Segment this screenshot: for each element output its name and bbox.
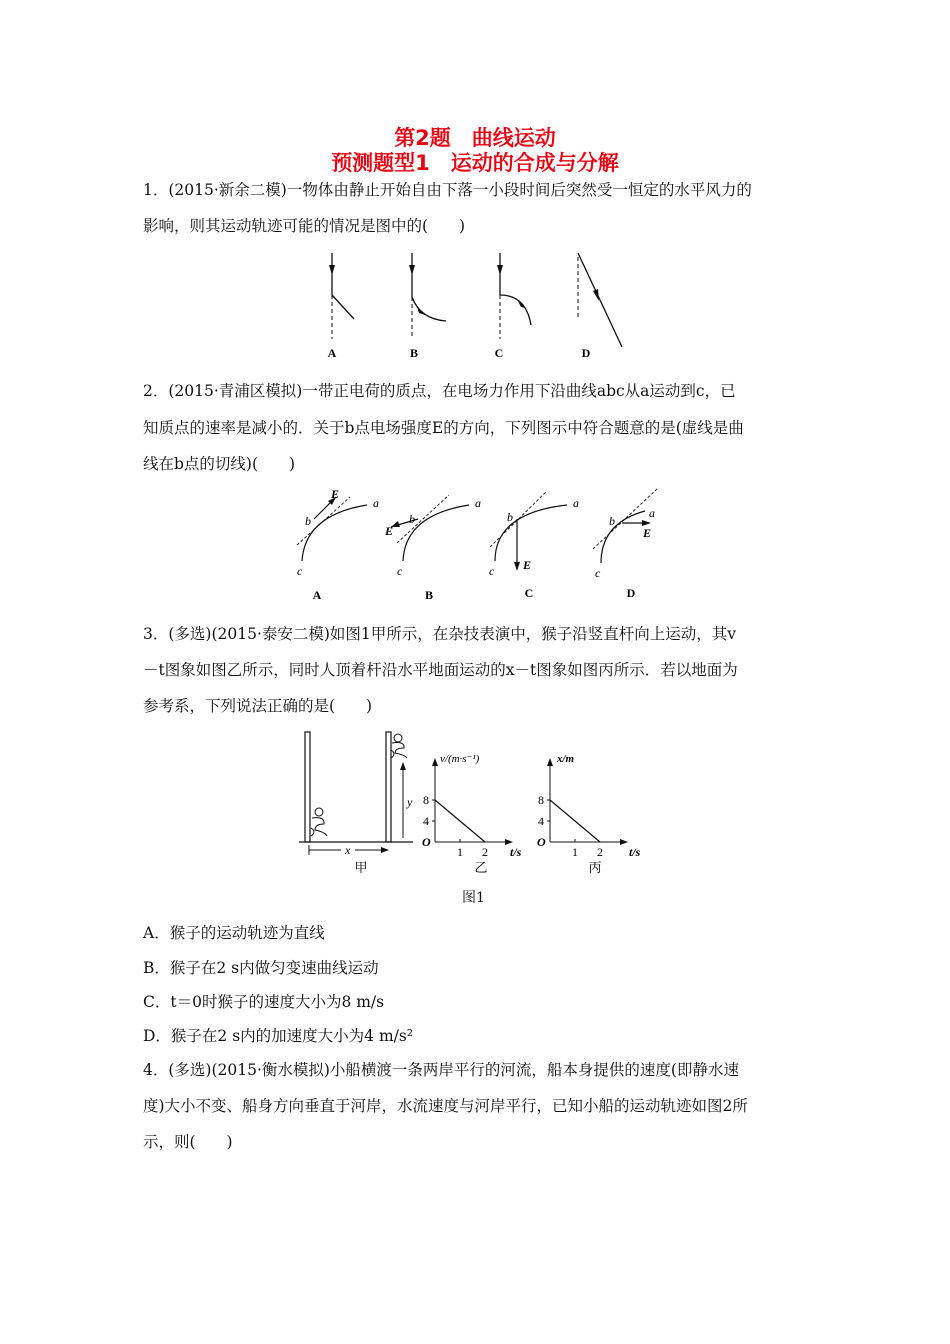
svg-text:c: c	[595, 566, 601, 580]
svg-text:O: O	[537, 835, 546, 849]
svg-text:4: 4	[423, 814, 429, 828]
figure-label-c: C	[524, 586, 534, 600]
panel-label-yi: 乙	[474, 860, 488, 875]
question-2-line-2: 知质点的速率是减小的．关于b点电场强度E的方向，下列图示中符合题意的是(虚线是曲	[143, 419, 744, 437]
question-4-line-3: 示，则( )	[143, 1133, 233, 1151]
question-3-figure	[295, 728, 655, 878]
field-diagram-d	[593, 489, 657, 580]
svg-text:c: c	[397, 564, 403, 578]
question-2-line-3: 线在b点的切线)( )	[143, 455, 296, 473]
svg-text:t/s: t/s	[629, 845, 641, 859]
svg-text:8: 8	[538, 793, 544, 807]
svg-text:b: b	[305, 514, 311, 528]
field-diagram-b	[384, 495, 481, 578]
figure-label-a: A	[327, 346, 337, 360]
page-subtitle: 预测题型1 运动的合成与分解	[331, 151, 619, 175]
svg-text:v/(m·s⁻¹): v/(m·s⁻¹)	[440, 753, 480, 765]
svg-text:2: 2	[597, 845, 603, 859]
option-d: D．猴子在2 s内的加速度大小为4 m/s²	[143, 1027, 414, 1045]
field-diagram-a	[297, 487, 379, 578]
svg-text:a: a	[475, 496, 481, 510]
svg-text:1: 1	[457, 845, 463, 859]
monkey-icon	[311, 808, 327, 836]
trajectory-c	[497, 253, 531, 339]
svg-text:t/s: t/s	[510, 845, 522, 859]
question-3-line-1: 3．(多选)(2015·泰安二模)如图1甲所示，在杂技表演中，猴子沿竖直杆向上运动，其v	[143, 625, 737, 643]
svg-text:y: y	[407, 795, 413, 809]
question-4-line-2: 度)大小不变、船身方向垂直于河岸，水流速度与河岸平行，已知小船的运动轨迹如图2所	[143, 1097, 748, 1115]
question-4-line-1: 4．(多选)(2015·衡水模拟)小船横渡一条两岸平行的河流，船本身提供的速度(即静水速	[143, 1061, 739, 1079]
svg-text:1: 1	[572, 845, 578, 859]
figure-label-c: C	[494, 346, 504, 360]
question-1-line-2: 影响，则其运动轨迹可能的情况是图中的( )	[143, 217, 466, 235]
svg-text:b: b	[409, 512, 415, 526]
question-1-figure	[300, 245, 640, 365]
option-c: C．t＝0时猴子的速度大小为8 m/s	[143, 993, 385, 1011]
field-diagram-c	[489, 491, 579, 578]
trajectory-a	[329, 253, 354, 339]
svg-text:x: x	[345, 843, 351, 857]
figure-caption: 图1	[462, 890, 485, 906]
trajectory-b	[409, 253, 446, 339]
svg-text:O: O	[422, 835, 431, 849]
panel-label-bing: 丙	[588, 860, 602, 875]
question-3-line-2: －t图象如图乙所示，同时人顶着杆沿水平地面运动的x－t图象如图丙所示．若以地面为	[143, 661, 738, 679]
svg-text:a: a	[373, 496, 379, 510]
question-1-line-1: 1．(2015·新余二模)一物体由静止开始自由下落一小段时间后突然受一恒定的水平风力的	[143, 181, 752, 199]
figure-label-d: D	[581, 346, 591, 360]
svg-text:2: 2	[482, 845, 488, 859]
question-3-line-3: 参考系，下列说法正确的是( )	[143, 697, 373, 715]
option-a: A．猴子的运动轨迹为直线	[143, 924, 325, 942]
figure-label-b: B	[409, 346, 419, 360]
svg-text:b: b	[507, 510, 513, 524]
svg-text:a: a	[649, 506, 655, 520]
question-2-line-1: 2．(2015·青浦区模拟)一带正电荷的质点，在电场力作用下沿曲线abc从a运动到c，已	[143, 382, 736, 400]
monkey-icon	[391, 734, 407, 758]
svg-text:E: E	[385, 524, 394, 538]
svg-text:E: E	[643, 526, 652, 540]
svg-text:c: c	[297, 564, 303, 578]
figure-label-d: D	[626, 586, 636, 600]
figure-label-b: B	[424, 588, 434, 601]
svg-text:4: 4	[538, 814, 544, 828]
page-title: 第2题 曲线运动	[394, 126, 556, 150]
svg-text:c: c	[489, 564, 495, 578]
svg-text:8: 8	[423, 793, 429, 807]
option-b: B．猴子在2 s内做匀变速曲线运动	[143, 959, 379, 977]
figure-label-a: A	[312, 588, 322, 601]
panel-label-jia: 甲	[354, 860, 368, 875]
svg-text:a: a	[573, 496, 579, 510]
question-2-figure	[285, 483, 670, 601]
monkey-pole-diagram	[299, 732, 413, 857]
vt-graph	[422, 753, 522, 859]
svg-text:E: E	[331, 487, 340, 501]
svg-text:E: E	[523, 558, 532, 572]
svg-text:x/m: x/m	[557, 753, 575, 765]
svg-text:b: b	[609, 514, 615, 528]
trajectory-d	[578, 253, 622, 347]
xt-graph	[537, 753, 641, 859]
